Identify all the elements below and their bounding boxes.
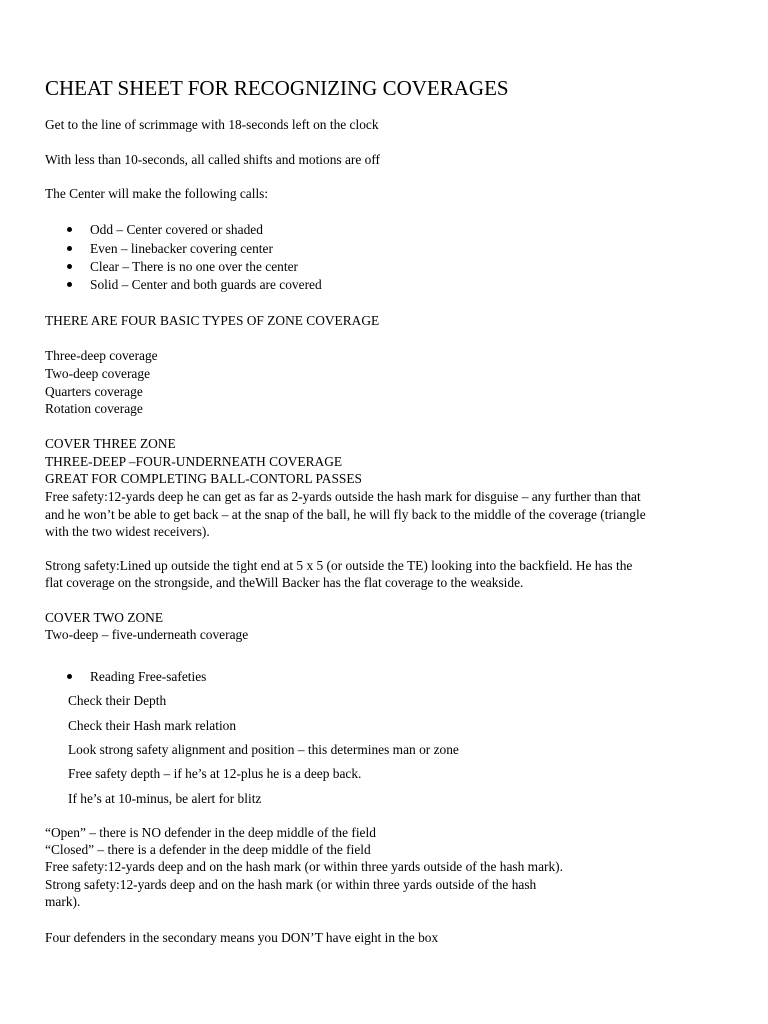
section-subheading: THREE-DEEP –FOUR-UNDERNEATH COVERAGE	[45, 454, 343, 469]
section-subheading: GREAT FOR COMPLETING BALL-CONTORL PASSES	[45, 471, 362, 486]
list-item-text: Clear – There is no one over the center	[90, 259, 298, 274]
intro-line: The Center will make the following calls:	[45, 186, 269, 201]
section-subheading: Two-deep – five-underneath coverage	[45, 627, 249, 642]
intro-line: Get to the line of scrimmage with 18-seconds left on the clock	[45, 117, 379, 132]
paragraph-line: mark).	[45, 894, 81, 909]
paragraph-line: Strong safety:Lined up outside the tight end at 5 x 5 (or outside the TE) looking into the backfield. He has the	[45, 558, 633, 573]
bullet-icon	[67, 227, 72, 232]
section-heading: COVER TWO ZONE	[45, 610, 164, 625]
list-item-text: Odd – Center covered or shaded	[90, 222, 263, 237]
zone-type-line: Two-deep coverage	[45, 366, 151, 381]
list-item-text: Reading Free-safeties	[90, 669, 207, 684]
paragraph-line: and he won’t be able to get back – at the snap of the ball, he will fly back to the middle of the coverage (triangle	[45, 507, 646, 522]
paragraph-line: with the two widest receivers).	[45, 524, 210, 539]
paragraph-line: Free safety:12-yards deep and on the hash mark (or within three yards outside of the hash mark).	[45, 859, 563, 874]
list-item-text: Solid – Center and both guards are covered	[90, 277, 322, 292]
bullet-icon	[67, 246, 72, 251]
page-title: CHEAT SHEET FOR RECOGNIZING COVERAGES	[45, 76, 509, 100]
indented-line: Check their Depth	[68, 693, 167, 708]
section-heading: COVER THREE ZONE	[45, 436, 176, 451]
bullet-icon	[67, 282, 72, 287]
indented-line: Look strong safety alignment and position – this determines man or zone	[68, 742, 459, 757]
paragraph-line: “Closed” – there is a defender in the deep middle of the field	[45, 842, 371, 857]
paragraph-line: Four defenders in the secondary means you DON’T have eight in the box	[45, 930, 439, 945]
paragraph-line: “Open” – there is NO defender in the deep middle of the field	[45, 825, 376, 840]
paragraph-line: Strong safety:12-yards deep and on the hash mark (or within three yards outside of the hash	[45, 877, 537, 892]
paragraph-line: flat coverage on the strongside, and theWill Backer has the flat coverage to the weakside.	[45, 575, 524, 590]
indented-line: If he’s at 10-minus, be alert for blitz	[68, 791, 262, 806]
bullet-icon	[67, 264, 72, 269]
intro-line: With less than 10-seconds, all called shifts and motions are off	[45, 152, 381, 167]
zone-type-line: Quarters coverage	[45, 384, 143, 399]
indented-line: Free safety depth – if he’s at 12-plus he is a deep back.	[68, 766, 362, 781]
zone-type-line: Three-deep coverage	[45, 348, 158, 363]
indented-line: Check their Hash mark relation	[68, 718, 237, 733]
zone-type-line: Rotation coverage	[45, 401, 143, 416]
list-item-text: Even – linebacker covering center	[90, 241, 273, 256]
section-heading: THERE ARE FOUR BASIC TYPES OF ZONE COVERAGE	[45, 313, 380, 328]
paragraph-line: Free safety:12-yards deep he can get as far as 2-yards outside the hash mark for disguise – any further than that	[45, 489, 641, 504]
bullet-icon	[67, 674, 72, 679]
